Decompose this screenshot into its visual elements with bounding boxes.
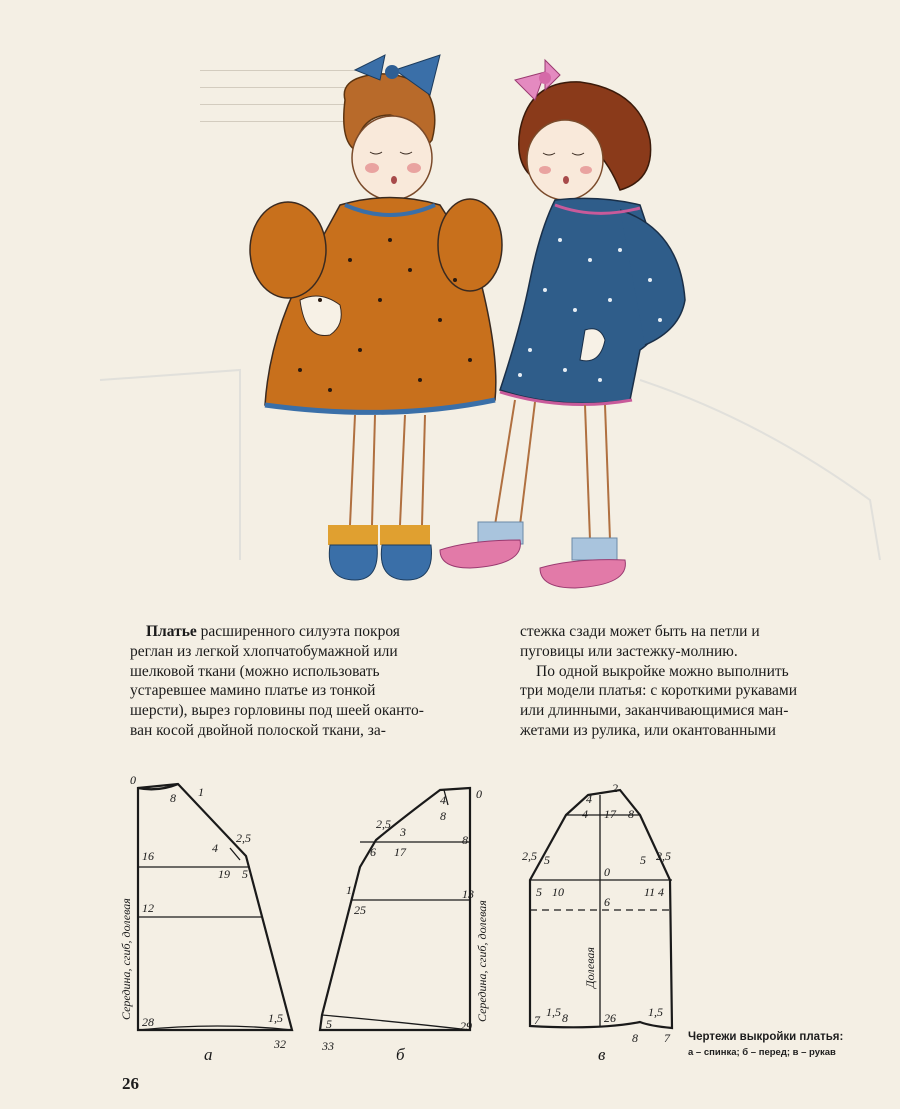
mark-label: 12 xyxy=(142,901,154,915)
article-line: шерсти), вырез горловины под шеей оканто- xyxy=(130,702,424,720)
article-term: Платье xyxy=(146,623,197,640)
draft-front xyxy=(320,788,470,1030)
page-number: 26 xyxy=(122,1074,139,1093)
article-line: стежка сзади может быть на петли и xyxy=(520,623,760,640)
pattern-drafts xyxy=(100,760,880,1070)
mark-label: 4 xyxy=(440,793,446,807)
mark-label: 8 xyxy=(628,807,634,821)
mark-label: 10 xyxy=(552,885,564,899)
article-line: жетами из рулика, или окантованными xyxy=(520,721,776,739)
mark-label: 4 xyxy=(586,792,592,806)
girl-orange-dress xyxy=(250,55,502,580)
mark-label: 1 xyxy=(198,785,204,799)
mark-label: 25 xyxy=(354,903,366,917)
article-line: По одной выкройке можно выполнить xyxy=(536,662,789,680)
mark-label: 8 xyxy=(462,833,468,847)
mark-label: 17 xyxy=(604,807,616,821)
article-line: устаревшее мамино платье из тонкой xyxy=(130,682,376,700)
article-line: три модели платья: с короткими рукавами xyxy=(520,682,798,700)
mark-label: 8 xyxy=(632,1031,638,1045)
mark-label: 1,5 xyxy=(546,1005,561,1019)
draft-back xyxy=(138,784,292,1030)
article-line: ван косой двойной полоской ткани, за- xyxy=(130,721,386,739)
mark-label: 29 xyxy=(460,1019,472,1033)
draft-sleeve xyxy=(530,790,672,1028)
mark-label: 5 xyxy=(242,867,248,881)
mark-label: 1 xyxy=(346,883,352,897)
mark-label: 4 xyxy=(658,885,664,899)
grain-label-sleeve: Долевая xyxy=(583,947,597,988)
article-line: пуговицы или застежку-молнию. xyxy=(520,642,738,660)
mark-label: 4 xyxy=(212,841,218,855)
mark-label: 13 xyxy=(462,887,474,901)
mark-label: 1,5 xyxy=(268,1011,283,1025)
mark-label: 2 xyxy=(612,781,618,795)
mark-label: 8 xyxy=(440,809,446,823)
mark-label: 6 xyxy=(370,845,376,859)
mark-label: 5 xyxy=(326,1017,332,1031)
caption-title: Чертежи выкройки платья: xyxy=(688,1031,844,1043)
article-line: расширенного силуэта покроя xyxy=(196,623,400,640)
mark-label: 0 xyxy=(604,865,610,879)
draft-letter-a: а xyxy=(204,1045,213,1064)
mark-label: 2,5 xyxy=(236,831,251,845)
mark-label: 2,5 xyxy=(656,849,671,863)
mark-label: 8 xyxy=(170,791,176,805)
mark-label: 26 xyxy=(604,1011,616,1025)
mark-label: 1,5 xyxy=(648,1005,663,1019)
article-line: шелковой ткани (можно использовать xyxy=(130,662,380,680)
caption-legend: а – спинка; б – перед; в – рукав xyxy=(688,1047,836,1058)
mark-label: 17 xyxy=(394,845,406,859)
mark-label: 0 xyxy=(476,787,482,801)
figure-caption xyxy=(688,1030,868,1060)
draft-letter-b: б xyxy=(396,1045,405,1064)
mark-label: 32 xyxy=(274,1037,286,1051)
mark-label: 2,5 xyxy=(522,849,537,863)
mark-label: 6 xyxy=(604,895,610,909)
mark-label: 5 xyxy=(640,853,646,867)
mark-label: 28 xyxy=(142,1015,154,1029)
article-line: или длинными, заканчивающимися ман- xyxy=(520,702,789,720)
mark-label: 3 xyxy=(400,825,406,839)
article-line: реглан из легкой хлопчатобумажной или xyxy=(130,642,398,660)
mark-label: 4 xyxy=(582,807,588,821)
draft-letter-c: в xyxy=(598,1045,606,1064)
mark-label: 7 xyxy=(664,1031,670,1045)
mark-label: 5 xyxy=(544,853,550,867)
fold-label-front: Середина, сгиб, долевая xyxy=(475,900,489,1022)
mark-label: 0 xyxy=(130,773,136,787)
article-right-column xyxy=(520,622,866,741)
mark-label: 2,5 xyxy=(376,817,391,831)
mark-label: 33 xyxy=(322,1039,334,1053)
mark-label: 7 xyxy=(534,1013,540,1027)
mark-label: 8 xyxy=(562,1011,568,1025)
fold-label-back: Середина, сгиб, долевая xyxy=(119,898,133,1020)
mark-label: 5 xyxy=(536,885,542,899)
mark-label: 11 xyxy=(644,885,656,899)
mark-label: 19 xyxy=(218,867,230,881)
article-left-column xyxy=(130,622,466,741)
mark-label: 16 xyxy=(142,849,154,863)
